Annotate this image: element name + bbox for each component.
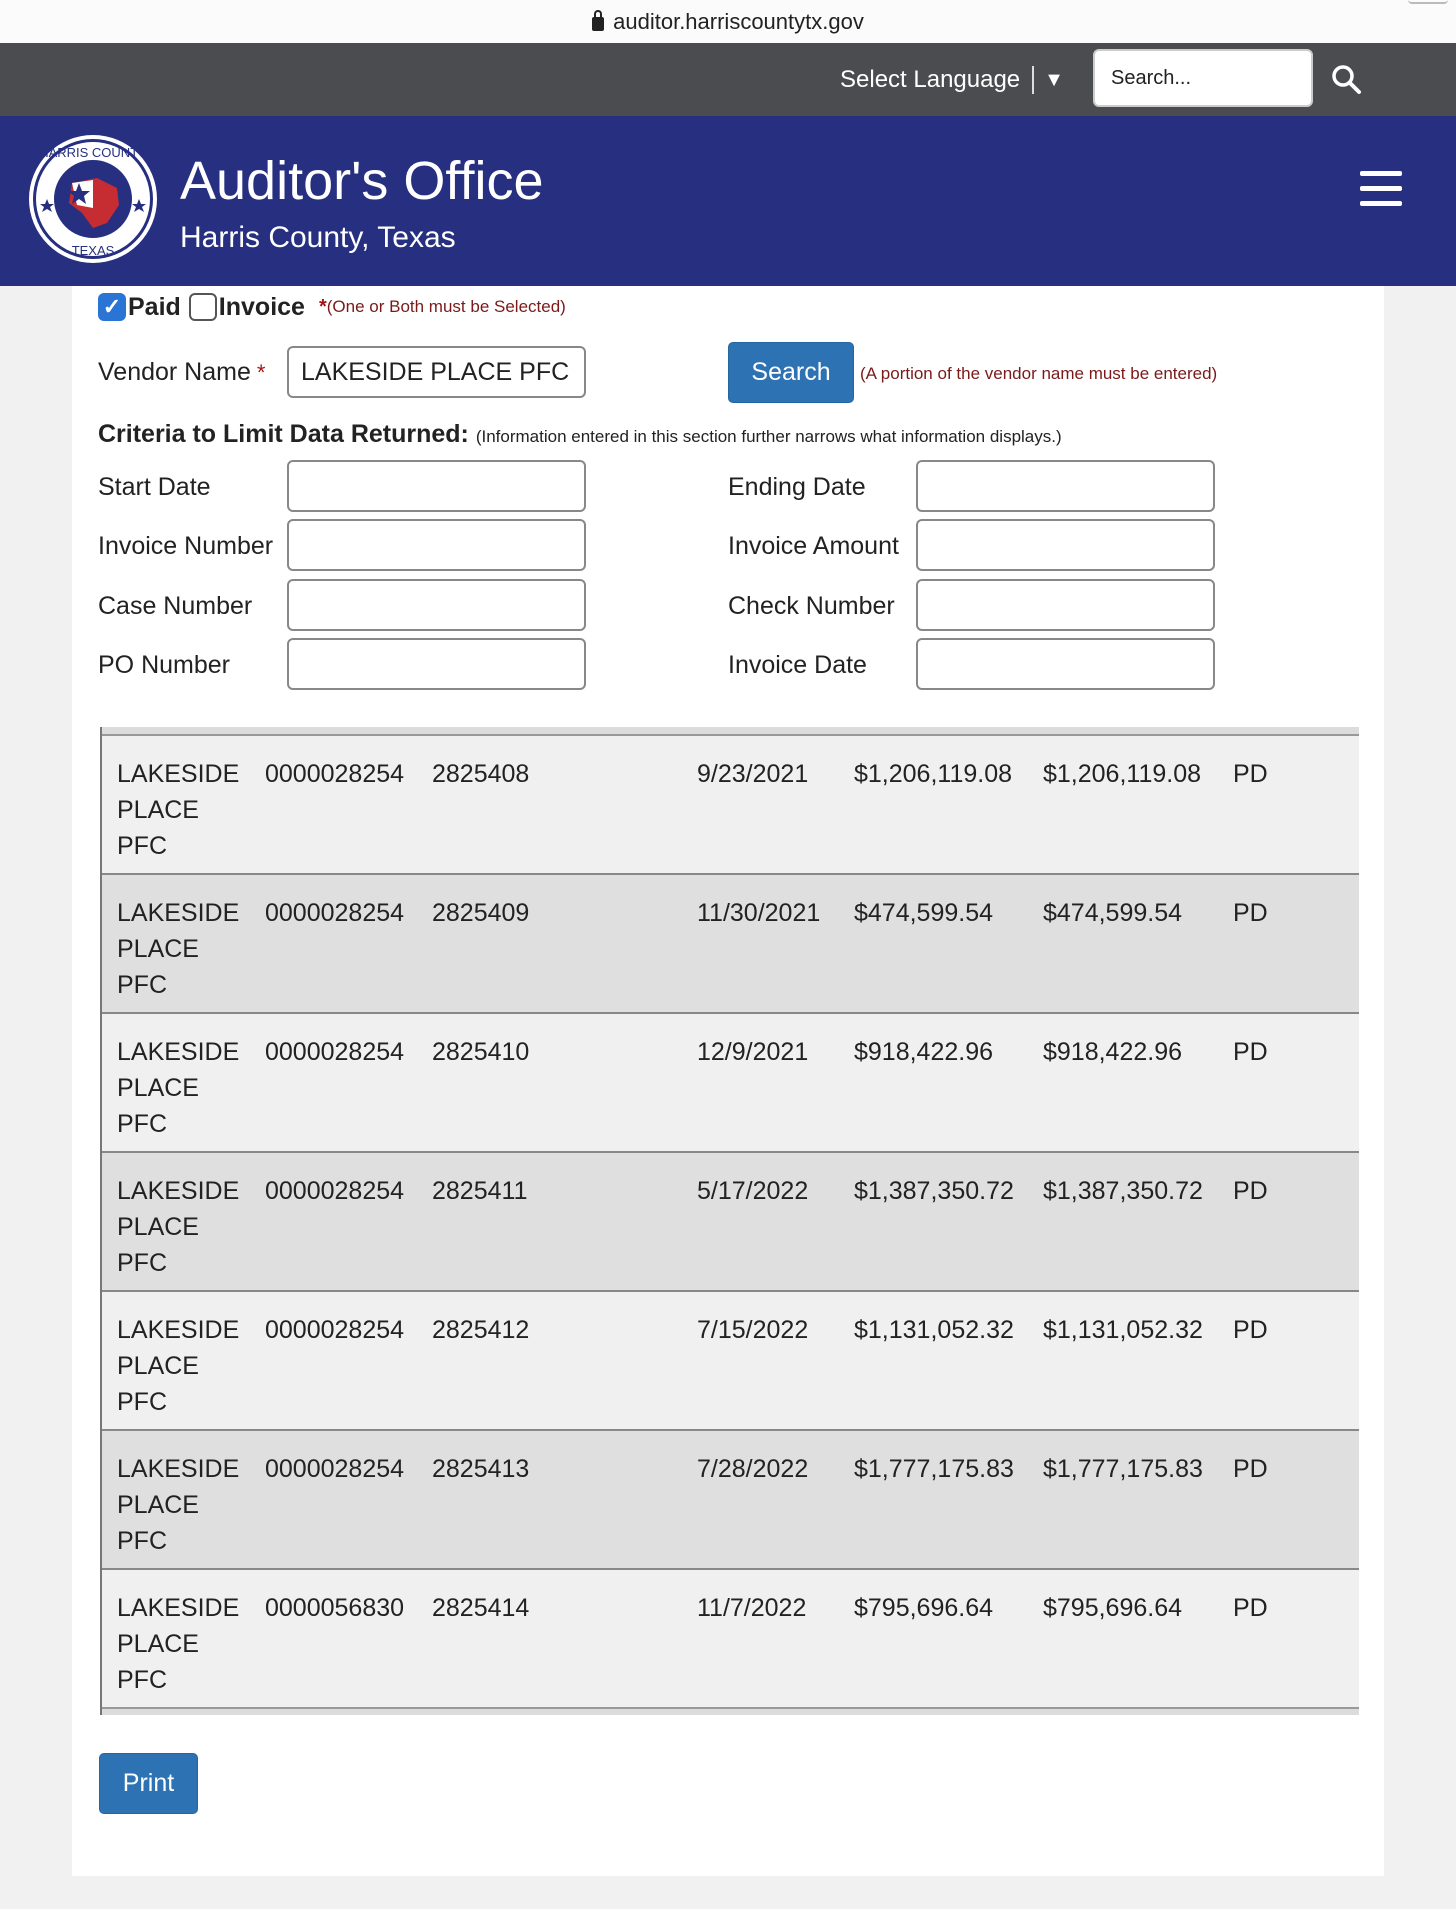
table-row[interactable]	[102, 1570, 1359, 1709]
start-date-input[interactable]	[287, 460, 586, 512]
vendor-name-label: Vendor Name *	[98, 358, 266, 386]
case-number-label: Case Number	[98, 592, 253, 620]
seal-top-text: HARRIS COUNTY	[39, 145, 147, 160]
amount-cell: $1,131,052.32	[854, 1316, 1014, 1344]
date-cell: 11/30/2021	[697, 899, 821, 927]
po-number-label: PO Number	[98, 651, 230, 679]
vendor-number-cell: 0000028254	[265, 1316, 405, 1344]
vendor-required-marker: *	[256, 360, 266, 385]
amount-cell: $1,777,175.83	[854, 1455, 1014, 1483]
dropdown-arrow-icon: ▼	[1044, 68, 1064, 91]
invoice-number-input[interactable]	[287, 519, 586, 571]
paid-amount-cell: $474,599.54	[1043, 899, 1183, 927]
po-number-input[interactable]	[287, 638, 586, 690]
criteria-heading: Criteria to Limit Data Returned: (Information entered in this section further narrows what information displays.)	[98, 420, 1062, 448]
table-row[interactable]	[102, 1014, 1359, 1153]
invoice-cell: 2825411	[432, 1177, 528, 1205]
vendor-number-cell: 0000028254	[265, 760, 405, 788]
vendor-cell: LAKESIDE PLACE PFC	[117, 1594, 240, 1694]
invoice-cell: 2825414	[432, 1594, 530, 1622]
vendor-number-cell: 0000056830	[265, 1594, 405, 1622]
tab-corner	[1408, 0, 1448, 4]
table-row[interactable]	[102, 1431, 1359, 1570]
table-row[interactable]	[102, 1292, 1359, 1431]
status-cell: PD	[1233, 1594, 1268, 1622]
county-seal-logo[interactable]	[27, 133, 159, 265]
language-select[interactable]	[840, 63, 1064, 97]
vendor-name-input[interactable]	[287, 346, 586, 398]
table-row[interactable]	[102, 875, 1359, 1014]
vendor-number-cell: 0000028254	[265, 899, 405, 927]
ending-date-label: Ending Date	[728, 473, 866, 501]
case-number-input[interactable]	[287, 579, 586, 631]
language-label: Select Language	[840, 66, 1021, 93]
vendor-number-cell: 0000028254	[265, 1177, 405, 1205]
vendor-cell: LAKESIDE PLACE PFC	[117, 760, 240, 860]
browser-url-bar[interactable]	[0, 0, 1456, 43]
invoice-date-input[interactable]	[916, 638, 1215, 690]
table-row[interactable]	[102, 736, 1359, 875]
selection-note: (One or Both must be Selected)	[326, 297, 566, 316]
search-icon[interactable]	[1330, 63, 1362, 95]
paid-amount-cell: $795,696.64	[1043, 1594, 1183, 1622]
lock-icon	[592, 17, 604, 31]
invoice-date-label: Invoice Date	[728, 651, 867, 679]
amount-cell: $795,696.64	[854, 1594, 994, 1622]
hamburger-menu-icon[interactable]	[1360, 171, 1402, 207]
paid-label[interactable]: Paid	[128, 292, 181, 321]
results-table[interactable]	[100, 727, 1357, 1715]
site-search-input[interactable]	[1093, 49, 1313, 107]
date-cell: 9/23/2021	[697, 760, 809, 788]
invoice-number-label: Invoice Number	[98, 532, 274, 560]
paid-amount-cell: $1,387,350.72	[1043, 1177, 1203, 1205]
status-cell: PD	[1233, 1316, 1268, 1344]
paid-checkbox[interactable]: ✓	[98, 293, 126, 321]
invoice-cell: 2825408	[432, 760, 530, 788]
vendor-cell: LAKESIDE PLACE PFC	[117, 1038, 240, 1138]
paid-amount-cell: $918,422.96	[1043, 1038, 1183, 1066]
vendor-note: (A portion of the vendor name must be entered)	[860, 364, 1218, 383]
status-cell: PD	[1233, 1177, 1268, 1205]
print-button[interactable]: Print	[99, 1753, 198, 1814]
status-cell: PD	[1233, 1455, 1268, 1483]
url-text[interactable]: auditor.harriscountytx.gov	[613, 8, 864, 34]
vendor-cell: LAKESIDE PLACE PFC	[117, 1316, 240, 1416]
date-cell: 7/15/2022	[697, 1316, 809, 1344]
table-row[interactable]	[102, 1153, 1359, 1292]
paid-amount-cell: $1,206,119.08	[1043, 760, 1202, 788]
invoice-cell: 2825412	[432, 1316, 530, 1344]
invoice-cell: 2825409	[432, 899, 530, 927]
invoice-amount-label: Invoice Amount	[728, 532, 899, 560]
date-cell: 12/9/2021	[697, 1038, 809, 1066]
status-cell: PD	[1233, 760, 1268, 788]
invoice-amount-input[interactable]	[916, 519, 1215, 571]
vendor-number-cell: 0000028254	[265, 1038, 405, 1066]
table-top-border	[102, 727, 1359, 736]
invoice-checkbox[interactable]	[189, 293, 217, 321]
criteria-note: (Information entered in this section further narrows what information displays.)	[475, 427, 1062, 446]
utility-bar	[0, 43, 1456, 116]
invoice-cell: 2825410	[432, 1038, 530, 1066]
check-number-label: Check Number	[728, 592, 895, 620]
payment-type-selector	[98, 290, 566, 324]
date-cell: 11/7/2022	[697, 1594, 807, 1622]
selection-required-marker: *	[318, 295, 327, 318]
date-cell: 7/28/2022	[697, 1455, 809, 1483]
vendor-cell: LAKESIDE PLACE PFC	[117, 1455, 240, 1555]
invoice-cell: 2825413	[432, 1455, 530, 1483]
status-cell: PD	[1233, 1038, 1268, 1066]
ending-date-input[interactable]	[916, 460, 1215, 512]
seal-bottom-text: TEXAS	[71, 243, 115, 258]
amount-cell: $918,422.96	[854, 1038, 994, 1066]
status-cell: PD	[1233, 899, 1268, 927]
vendor-cell: LAKESIDE PLACE PFC	[117, 1177, 240, 1277]
paid-amount-cell: $1,777,175.83	[1043, 1455, 1203, 1483]
search-button[interactable]: Search	[728, 342, 854, 403]
amount-cell: $1,206,119.08	[854, 760, 1013, 788]
date-cell: 5/17/2022	[697, 1177, 809, 1205]
invoice-label[interactable]: Invoice	[218, 292, 305, 321]
table-bottom-border	[102, 1707, 1359, 1715]
amount-cell: $1,387,350.72	[854, 1177, 1014, 1205]
check-number-input[interactable]	[916, 579, 1215, 631]
vendor-number-cell: 0000028254	[265, 1455, 405, 1483]
amount-cell: $474,599.54	[854, 899, 994, 927]
site-subtitle: Harris County, Texas	[180, 221, 456, 254]
vendor-cell: LAKESIDE PLACE PFC	[117, 899, 240, 999]
language-divider	[1032, 66, 1034, 94]
site-header	[0, 116, 1456, 286]
start-date-label: Start Date	[98, 473, 211, 501]
site-title[interactable]: Auditor's Office	[180, 151, 544, 211]
paid-amount-cell: $1,131,052.32	[1043, 1316, 1203, 1344]
